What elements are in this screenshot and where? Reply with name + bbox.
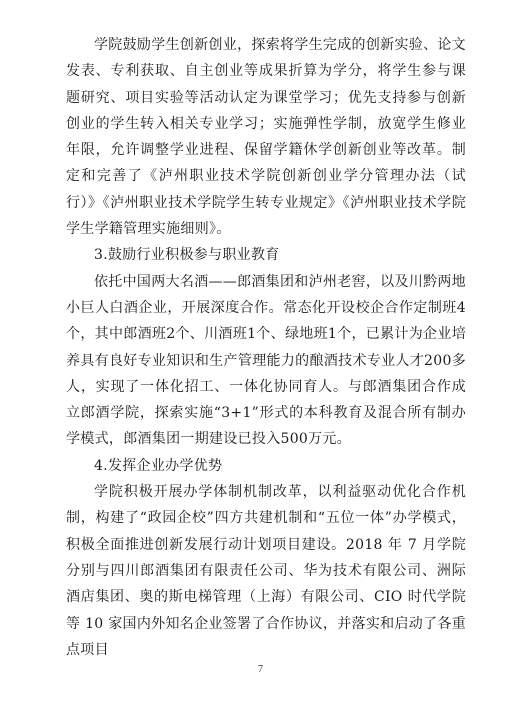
section-heading-4: 4.发挥企业办学优势 [94,457,223,474]
page-number: 7 [258,664,263,675]
document-body [66,32,466,663]
paragraph-industry-participation: 依托中国两大名酒——郎酒集团和泸州老窖，以及川黔两地小巨人白酒企业，开展深度合作。常态化开设校企合作定制班4个，其中郎酒班2个、川酒班1个、绿地班1个，已累计为企业培养具有良好专业知识和生产管理能力的酿酒技术专业人才200多人，实现了一体化招工、一体化协同育人。与郎酒集团合作成立郎酒学院，探索实施“3+1”形式的本科教育及混合所有制办学模式，郎酒集团一期建设已投入500万元。 [66,273,466,448]
section-heading-3: 3.鼓励行业积极参与职业教育 [94,247,280,264]
paragraph-enterprise-advantage: 学院积极开展办学体制机制改革，以利益驱动优化合作机制，构建了“政园企校”四方共建机制和“五位一体”办学模式，积极全面推进创新发展行动计划项目建设。2018 年 7 月学院分别与四川郎酒集团有限责任公司、华为技术有限公司、洲际酒店集团、奥的斯电梯管理（上海）有限公司、CIO 时代学院等 10 家国内外知名企业签署了合作协议，并落实和启动了各重点项目 [66,484,466,658]
paragraph-innovation-credits: 学院鼓励学生创新创业，探索将学生完成的创新实验、论文发表、专利获取、自主创业等成果折算为学分，将学生参与课题研究、项目实验等活动认定为课堂学习；优先支持参与创新创业的学生转入相关专业学习；实施弹性学制，放宽学生修业年限，允许调整学业进程、保留学籍休学创新创业等改革。制定和完善了《泸州职业技术学院创新创业学分管理办法（试行）》《泸州职业技术学院学生转专业规定》《泸州职业技术学院学生学籍管理实施细则》。 [66,37,466,238]
